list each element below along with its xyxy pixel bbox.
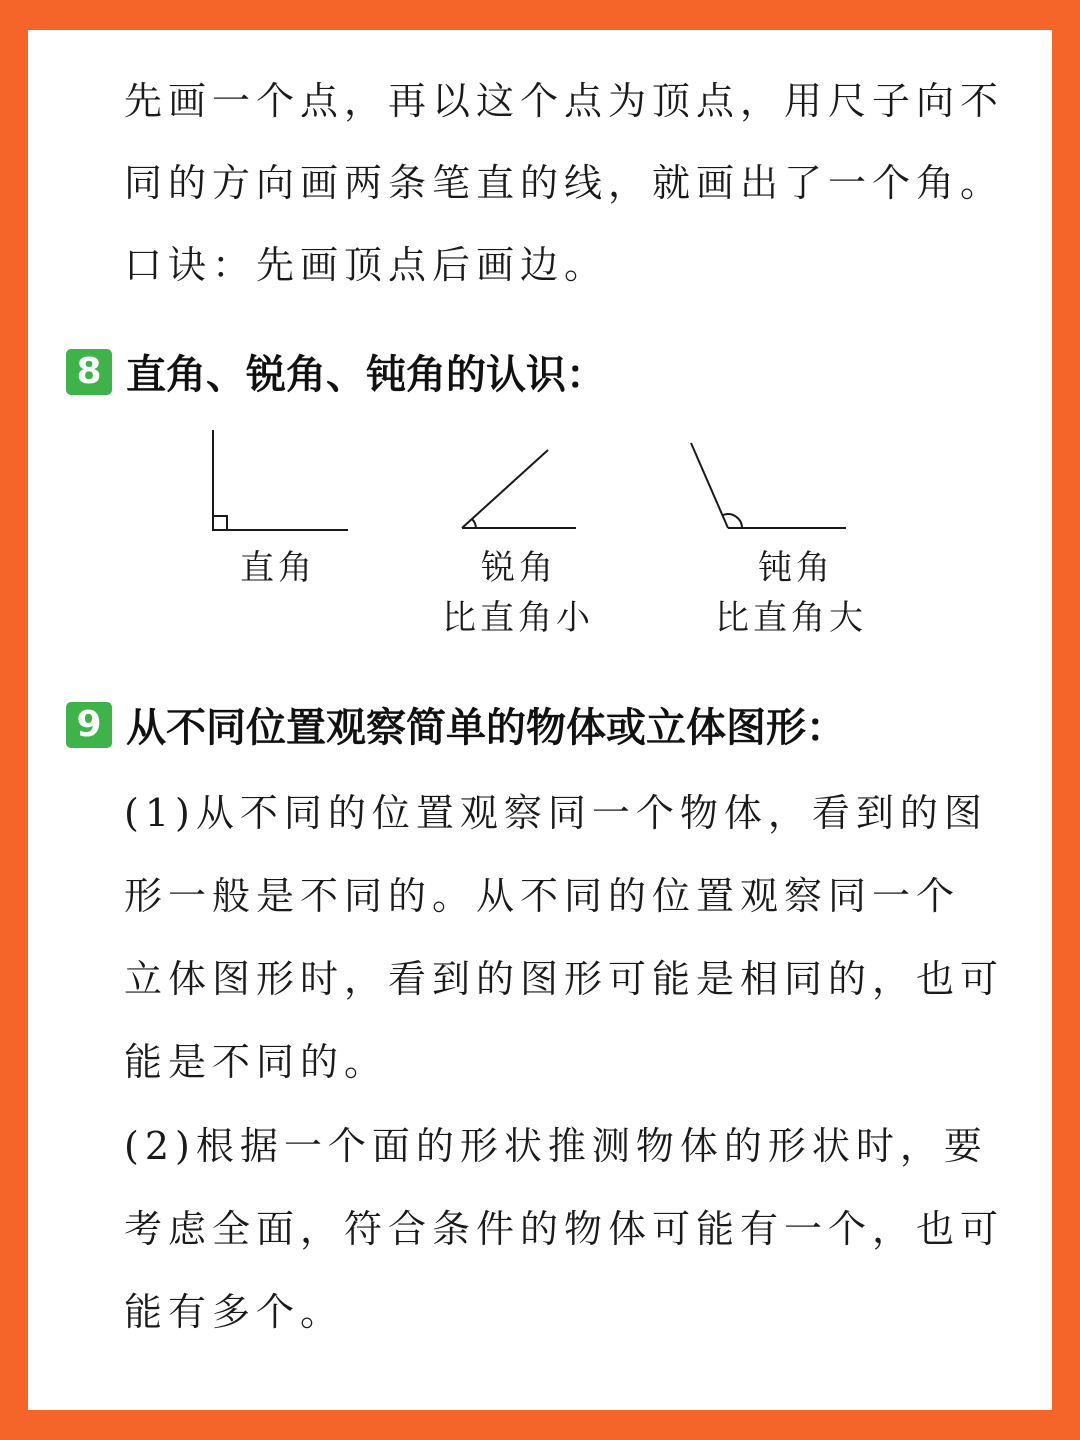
obtuse-angle-note: 比直角大 [715,598,867,638]
obtuse-angle-figure [691,443,846,528]
section-9-title: 从不同位置观察简单的物体或立体图形： [126,705,846,751]
section-8-title: 直角、锐角、钝角的认识： [126,352,606,398]
p2-line-1: (2)根据一个面的形状推测物体的形状时，要 [124,1124,988,1168]
right-angle-figure [213,430,348,530]
acute-angle-arc [472,519,476,528]
section-8-number-badge: 8 [66,349,112,395]
p1-line-2: 形一般是不同的。从不同的位置观察同一个 [124,874,961,918]
acute-angle-label: 锐角 [481,548,557,588]
acute-angle-figure [462,450,576,528]
intro-line-3: 口诀：先画顶点后画边。 [124,243,609,287]
p2-line-3: 能有多个。 [124,1290,345,1334]
intro-line-2: 同的方向画两条笔直的线，就画出了一个角。 [124,161,1005,205]
p1-line-1: (1)从不同的位置观察同一个物体，看到的图 [124,791,988,835]
acute-angle-note: 比直角小 [442,598,594,638]
p2-line-2: 考虑全面，符合条件的物体可能有一个，也可 [124,1207,1005,1251]
p1-line-4: 能是不同的。 [124,1040,389,1084]
section-9-heading [66,696,846,753]
p1-line-3: 立体图形时，看到的图形可能是相同的，也可 [124,957,1005,1001]
section-9-number-badge: 9 [66,702,112,748]
obtuse-angle-label: 钝角 [758,548,834,588]
right-angle-marker [213,516,227,530]
right-angle-label: 直角 [240,548,316,588]
intro-line-1: 先画一个点，再以这个点为顶点，用尺子向不 [124,79,1005,123]
page-card [28,30,1052,1410]
